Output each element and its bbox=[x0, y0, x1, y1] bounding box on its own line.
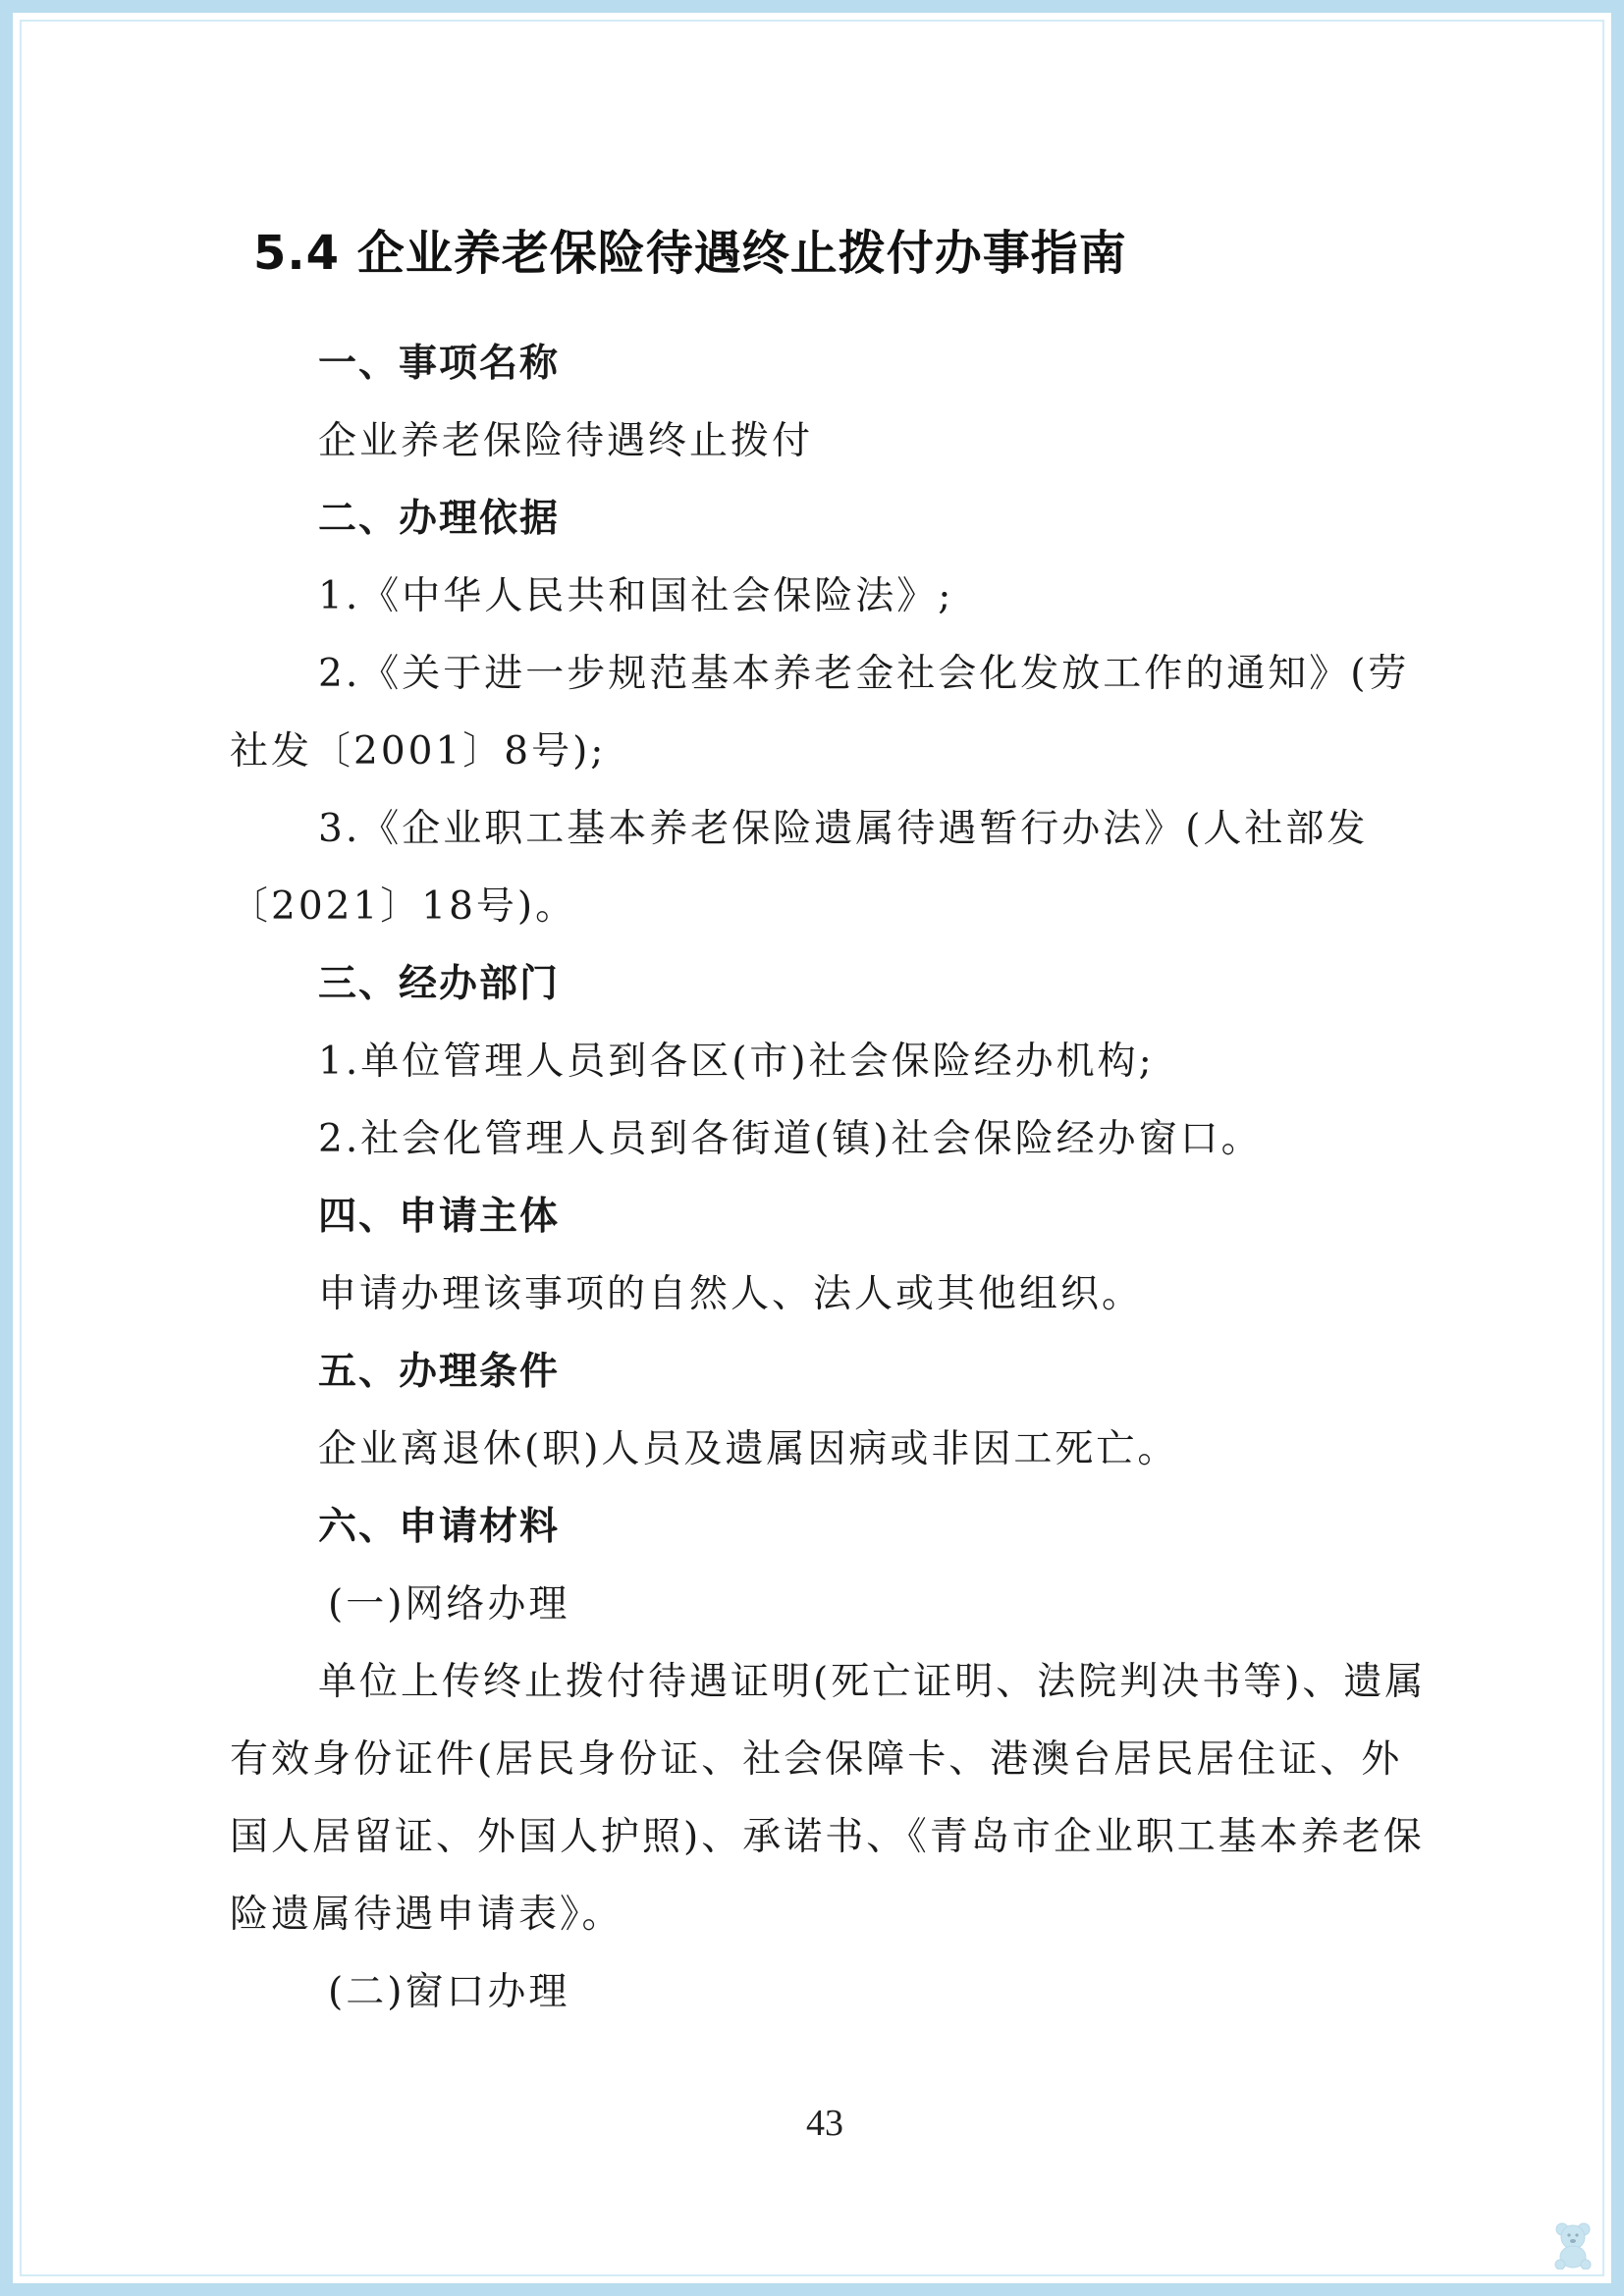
basis-item-1: 1.《中华人民共和国社会保险法》; bbox=[318, 574, 954, 618]
subheading-window: (二)窗口办理 bbox=[328, 1970, 570, 2014]
conditions-text: 企业离退休(职)人员及遗属因病或非因工死亡。 bbox=[318, 1427, 1179, 1471]
department-item-2: 2.社会化管理人员到各街道(镇)社会保险经办窗口。 bbox=[318, 1117, 1263, 1161]
teddy-bear-icon bbox=[1552, 2220, 1594, 2269]
section-heading-item-name: 一、事项名称 bbox=[318, 342, 561, 386]
section-heading-department: 三、经办部门 bbox=[318, 962, 561, 1006]
applicant-text: 申请办理该事项的自然人、法人或其他组织。 bbox=[318, 1272, 1144, 1316]
online-materials-text: 单位上传终止拨付待遇证明(死亡证明、法院判决书等)、遗属有效身份证件(居民身份证、社会保障卡、港澳台居民居住证、外国人居留证、外国人护照)、承诺书、《青岛市企业职工基本养老保险遗属待遇申请表》。 bbox=[230, 1660, 1427, 1937]
basis-item-2: 2.《关于进一步规范基本养老金社会化发放工作的通知》(劳社发〔2001〕8号); bbox=[230, 652, 1410, 774]
department-item-1: 1.单位管理人员到各区(市)社会保险经办机构; bbox=[318, 1040, 1155, 1084]
subheading-online: (一)网络办理 bbox=[328, 1582, 570, 1627]
item-name-text: 企业养老保险待遇终止拨付 bbox=[318, 419, 814, 463]
document-body bbox=[230, 325, 1437, 2031]
section-heading-applicant: 四、申请主体 bbox=[318, 1195, 561, 1239]
document-title: 5.4 企业养老保险待遇终止拨付办事指南 bbox=[253, 226, 1127, 281]
section-heading-basis: 二、办理依据 bbox=[318, 497, 561, 541]
section-heading-materials: 六、申请材料 bbox=[318, 1505, 561, 1549]
basis-item-3: 3.《企业职工基本养老保险遗属待遇暂行办法》(人社部发〔2021〕18号)。 bbox=[230, 807, 1369, 929]
section-heading-conditions: 五、办理条件 bbox=[318, 1350, 561, 1394]
page-number: 43 bbox=[806, 2103, 843, 2144]
